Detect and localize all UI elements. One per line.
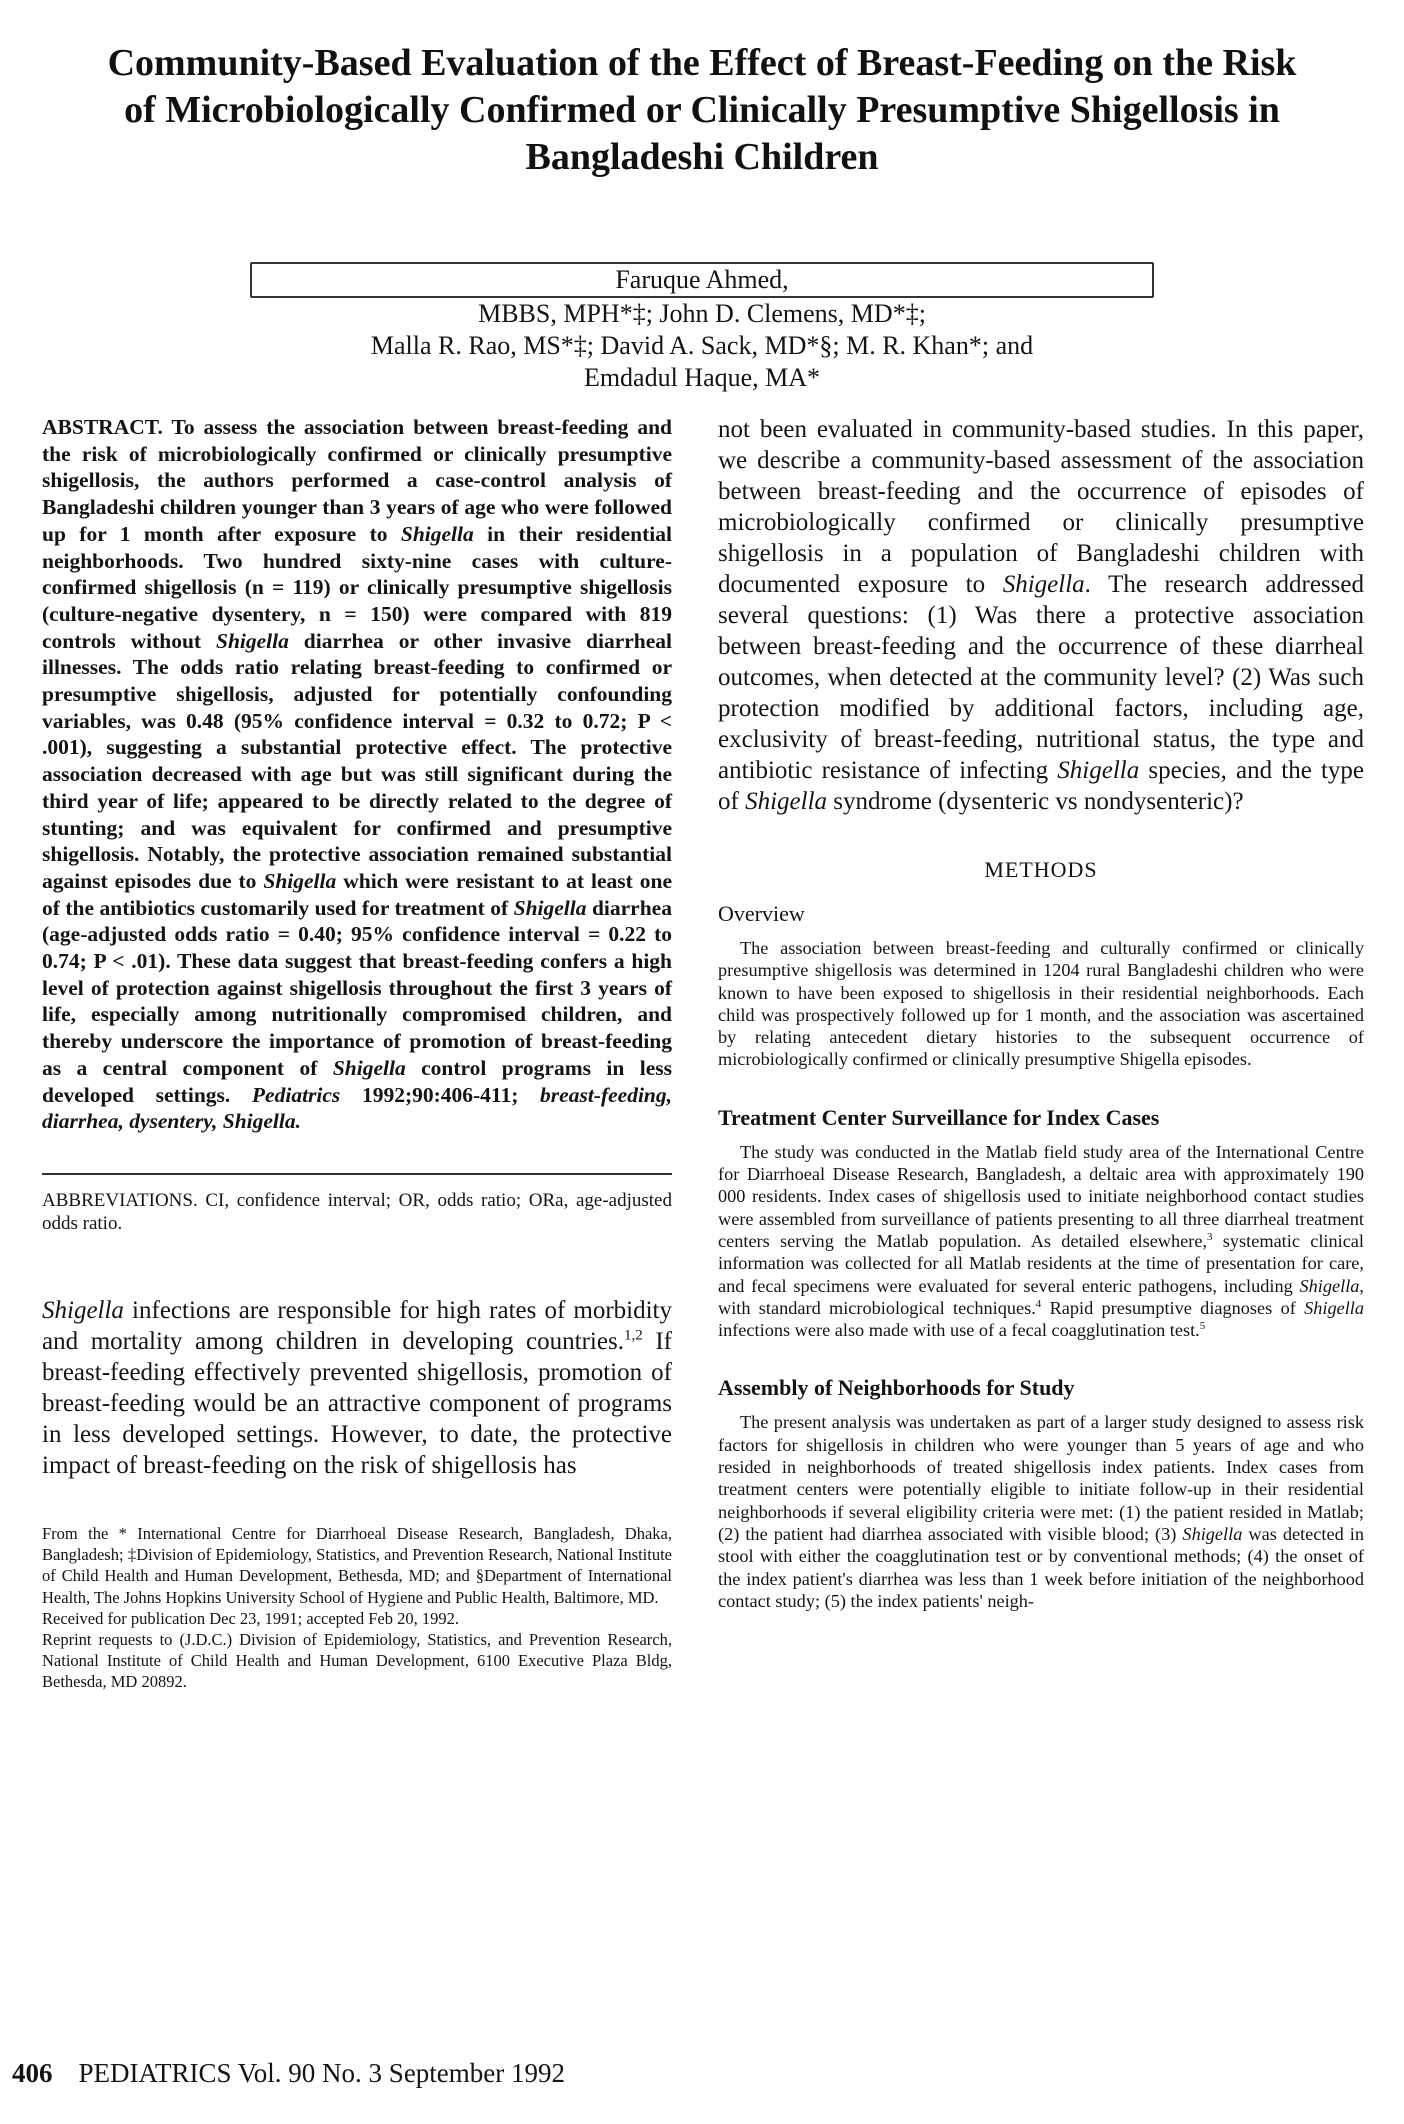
abstract [42, 414, 672, 1135]
treatment-text-part: infections were also made with use of a fecal coagglutination test. [718, 1320, 1200, 1341]
abstract-text: which were resistant to at least one of the antibiotics customarily used for treatment of [42, 868, 672, 920]
affiliations [42, 1523, 672, 1693]
reference: 5 [1199, 1320, 1206, 1333]
treatment-italic: Shigella [1304, 1297, 1365, 1318]
assembly-heading: Assembly of Neighborhoods for Study [718, 1375, 1075, 1401]
page-number: 406 [12, 2058, 53, 2088]
abstract-lead: ABSTRACT. [42, 415, 163, 439]
abstract-italic: Shigella [215, 628, 289, 653]
intro-text: not been evaluated in community-based studies. In this paper, we describe a community-based assessment of the association between breast-feeding and the occurrence of episodes of microbiologically confirmed or clinically presumptive shigellosis in a population of Bangladeshi children with documented exposure to [718, 416, 1364, 598]
author-list [250, 262, 1154, 394]
author-line-2: Malla R. Rao, MS*‡; David A. Sack, MD*§; M. R. Khan*; and [370, 331, 1034, 360]
intro-text: species, and the type of [718, 757, 1364, 815]
intro-reference: 1,2 [623, 1327, 643, 1344]
assembly-text-part: The present analysis was undertaken as part of a larger study designed to assess risk factors for shigellosis in children who were younger than 5 years of age and who resided in neighborhoods of treated shigellosis index patients. Index cases from treatment centers were potentially eligible to initiate follow-up in their residential neighborhoods if several eligibility criteria were met: (1) the patient resided in Matlab; (2) the patient had diarrhea associated with visible blood; (3) [718, 1412, 1364, 1544]
treatment-italic: Shigella [1299, 1275, 1360, 1296]
page-footer [12, 2058, 565, 2089]
treatment-text-part: , with standard microbiological techniques. [718, 1275, 1364, 1318]
author-line-1-rest: MBBS, MPH*‡; John D. Clemens, MD*‡; [478, 299, 926, 328]
overview-section [718, 901, 1364, 1071]
assembly-section [718, 1375, 1364, 1612]
author-line-1 [250, 262, 1154, 330]
treatment-heading: Treatment Center Surveillance for Index Cases [718, 1104, 1160, 1130]
intro-text: . The research addressed several questions: (1) Was there a protective association between breast-feeding and the occurrence of these diarrheal outcomes, when detected at the community level? (2) Was such protection modified by additional factors, including age, exclusivity of breast-feeding, nutritional status, the type and antibiotic resistance of infecting [718, 571, 1364, 784]
abstract-citation-journal: Pediatrics [251, 1082, 341, 1107]
abstract-italic: Shigella [400, 521, 474, 546]
assembly-text [718, 1411, 1364, 1612]
intro-italic: Shigella [1002, 571, 1085, 598]
abstract-text: diarrhea (age-adjusted odds ratio = 0.40; 95% confidence interval = 0.22 to 0.74; P < .01). These data suggest that breast-feeding confers a high level of protection against shigellosis throughout the first 3 years of life, especially among nutritionally compromised children, and thereby underscore the importance of promotion of breast-feeding as a central component of [42, 895, 672, 1080]
abstract-keywords: breast-feeding, diarrhea, dysentery, Shigella. [42, 1082, 673, 1134]
overview-heading: Overview [718, 901, 805, 926]
methods-heading: METHODS [984, 857, 1098, 882]
abstract-italic: Shigella [513, 895, 587, 920]
intro-italic: Shigella [1057, 757, 1140, 784]
intro-continuation [718, 414, 1364, 817]
intro-paragraph [42, 1295, 672, 1481]
abstract-text: To assess the association between breast-feeding and the risk of microbiologically confirmed or clinically presumptive shigellosis, the authors performed a case-control analysis of Bangladeshi children younger than 3 years of age who were followed up for 1 month after exposure to [42, 415, 672, 546]
reference: 4 [1035, 1297, 1042, 1310]
affiliation-text: From the * International Centre for Diarrhoeal Disease Research, Bangladesh, Dhaka, Bangladesh; ‡Division of Epidemiology, Statistics, and Prevention Research, National Institute of Child Health and Human Development, Bethesda, MD; and §Department of International Health, The Johns Hopkins University School of Hygiene and Public Health, Baltimore, MD. [42, 1523, 672, 1607]
left-column [42, 414, 672, 1693]
received-date: Received for publication Dec 23, 1991; accepted Feb 20, 1992. [42, 1608, 459, 1628]
abstract-italic: Shigella [332, 1055, 406, 1080]
assembly-text-part: was detected in stool with either the coagglutination test or by conventional methods; (4) the onset of the index patient's diarrhea was less than 1 week before initiation of the neighborhood contact study; (5) the index patients' neigh- [718, 1523, 1364, 1611]
abstract-citation: 1992;90:406-411; [340, 1082, 541, 1107]
treatment-text-part: The study was conducted in the Matlab field study area of the International Centre for Diarrhoeal Disease Research, Bangladesh, a deltaic area with approximately 190 000 residents. Index cases of shigellosis used to initiate neighborhood contact studies were assembled from surveillance of patients presenting to all three diarrheal treatment centers serving the Matlab population. As detailed elsewhere, [718, 1141, 1364, 1251]
right-column [718, 414, 1364, 1612]
abstract-text: control programs in less developed settings. [42, 1055, 672, 1107]
title-line-2: of Microbiologically Confirmed or Clinically Presumptive Shigellosis in [124, 89, 1280, 131]
highlighted-author: Faruque Ahmed, [250, 262, 1154, 298]
intro-text: syndrome (dysenteric vs nondysenteric)? [827, 788, 1244, 815]
title-line-1: Community-Based Evaluation of the Effect of Breast-Feeding on the Risk [107, 42, 1297, 84]
intro-italic: Shigella [745, 788, 828, 815]
intro-text: If breast-feeding effectively prevented shigellosis, promotion of breast-feeding would be an attractive component of programs in less developed settings. However, to date, the protective impact of breast-feeding on the risk of shigellosis has [42, 1327, 672, 1479]
reference: 3 [1207, 1230, 1213, 1243]
author-line-3: Emdadul Haque, MA* [583, 363, 821, 392]
treatment-text-part: systematic clinical information was collected for all Matlab residents at the time of presentation for care, and fecal specimens were evaluated for several enteric pathogens, including [718, 1230, 1365, 1296]
treatment-section [718, 1105, 1364, 1342]
title-line-3: Bangladeshi Children [525, 136, 879, 178]
intro-italic: Shigella [42, 1296, 124, 1324]
abstract-italic: Shigella [263, 868, 337, 893]
article-title [40, 40, 1364, 181]
abstract-text: in their residential neighborhoods. Two hundred sixty-nine cases with culture-confirmed shigellosis (n = 119) or clinically presumptive shigellosis (culture-negative dysentery, n = 150) were compared with 819 controls without [42, 521, 672, 653]
treatment-text [718, 1141, 1364, 1342]
abbreviations: ABBREVIATIONS. CI, confidence interval; OR, odds ratio; ORa, age-adjusted odds ratio. [42, 1173, 672, 1235]
intro-text: infections are responsible for high rates of morbidity and mortality among children in developing countries. [42, 1296, 672, 1355]
overview-text: The association between breast-feeding and culturally confirmed or clinically presumptive shigellosis was determined in 1204 rural Bangladeshi children who were known to have been exposed to shigellosis in their residential neighborhoods. Each child was prospectively followed up for 1 month, and the association was ascertained by relating antecedent dietary histories to the subsequent occurrence of microbiologically confirmed or clinically presumptive Shigella episodes. [718, 938, 1364, 1070]
assembly-italic: Shigella [1182, 1523, 1243, 1544]
journal-citation: PEDIATRICS Vol. 90 No. 3 September 1992 [78, 2058, 566, 2088]
treatment-text-part: Rapid presumptive diagnoses of [1041, 1297, 1305, 1318]
abstract-text: diarrhea or other invasive diarrheal illnesses. The odds ratio relating breast-feeding to confirmed or presumptive shigellosis, adjusted for potentially confounding variables, was 0.48 (95% confidence interval = 0.32 to 0.72; P < .001), suggesting a substantial protective effect. The protective association decreased with age but was still significant during the third year of life; appeared to be directly related to the degree of stunting; and was equivalent for confirmed and presumptive shigellosis. Notably, the protective association remained substantial against episodes due to [42, 628, 672, 893]
reprint-requests: Reprint requests to (J.D.C.) Division of Epidemiology, Statistics, and Prevention Research, National Institute of Child Health and Human Development, 6100 Executive Plaza Bldg, Bethesda, MD 20892. [42, 1630, 672, 1692]
